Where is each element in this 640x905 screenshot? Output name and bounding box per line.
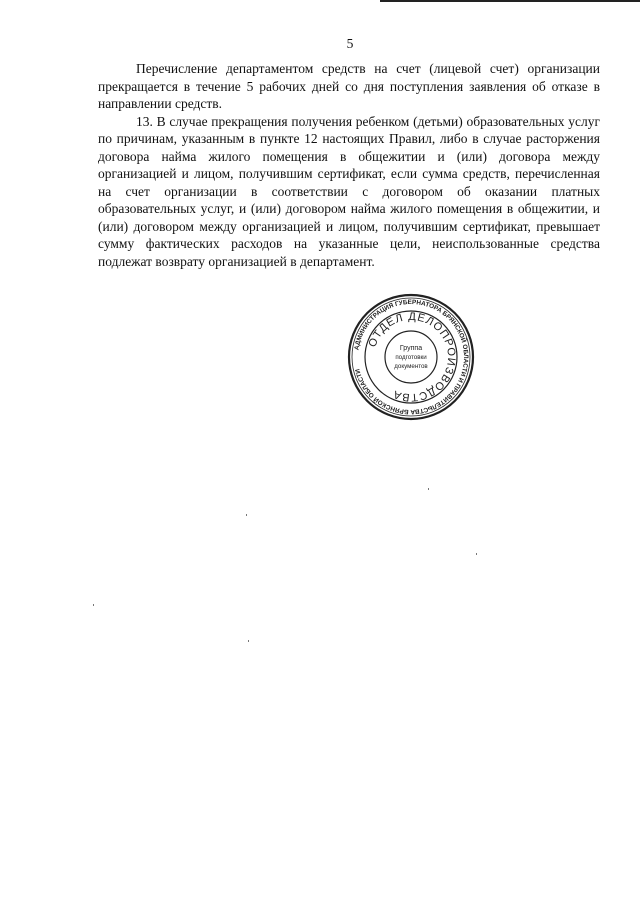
paragraph-2: 13. В случае прекращения получения ребенком (детьми) образовательных услуг по причинам, указанным в пункте 12 настоящих Правил, либо в случае расторжения договора найма жилого помещения в общежитии и (или) договора между организацией и лицом, получившим сертификат, если сумма средств, перечисленная на счет организации в соответствии с договором об оказании платных образовательных услуг, и (или) договором найма жилого помещения в общежитии, и (или) договором между организацией и лицом, получившим сертификат, превышает сумму фактических расходов на указанные цели, неиспользованные средства подлежат возврату организацией в департамент. — [98, 113, 600, 269]
scan-speck — [428, 488, 429, 490]
official-seal — [346, 292, 476, 422]
page-number: 5 — [346, 36, 354, 51]
scan-speck — [248, 640, 249, 642]
seal-center-line-1: Группа — [399, 345, 423, 352]
seal-center-line-2: подготовки — [395, 354, 427, 361]
top-rule — [380, 0, 640, 2]
seal-graphic — [346, 292, 476, 422]
document-body — [98, 60, 600, 270]
seal-outer-text: АДМИНИСТРАЦИЯ ГУБЕРНАТОРА БРЯНСКОЙ ОБЛАСТИ И ПРАВИТЕЛЬСТВА БРЯНСКОЙ ОБЛАСТИ — [353, 298, 470, 416]
scan-speck — [246, 514, 247, 516]
seal-center-line-3: документов — [394, 363, 428, 370]
scan-speck — [476, 553, 477, 555]
scan-speck — [93, 604, 94, 606]
paragraph-1: Перечисление департаментом средств на счет (лицевой счет) организации прекращается в течение 5 рабочих дней со дня поступления заявления об отказе в направлении средств. — [98, 61, 600, 111]
seal-inner-text: ОТДЕЛ ДЕЛОПРОИЗВОДСТВА — [366, 310, 458, 404]
